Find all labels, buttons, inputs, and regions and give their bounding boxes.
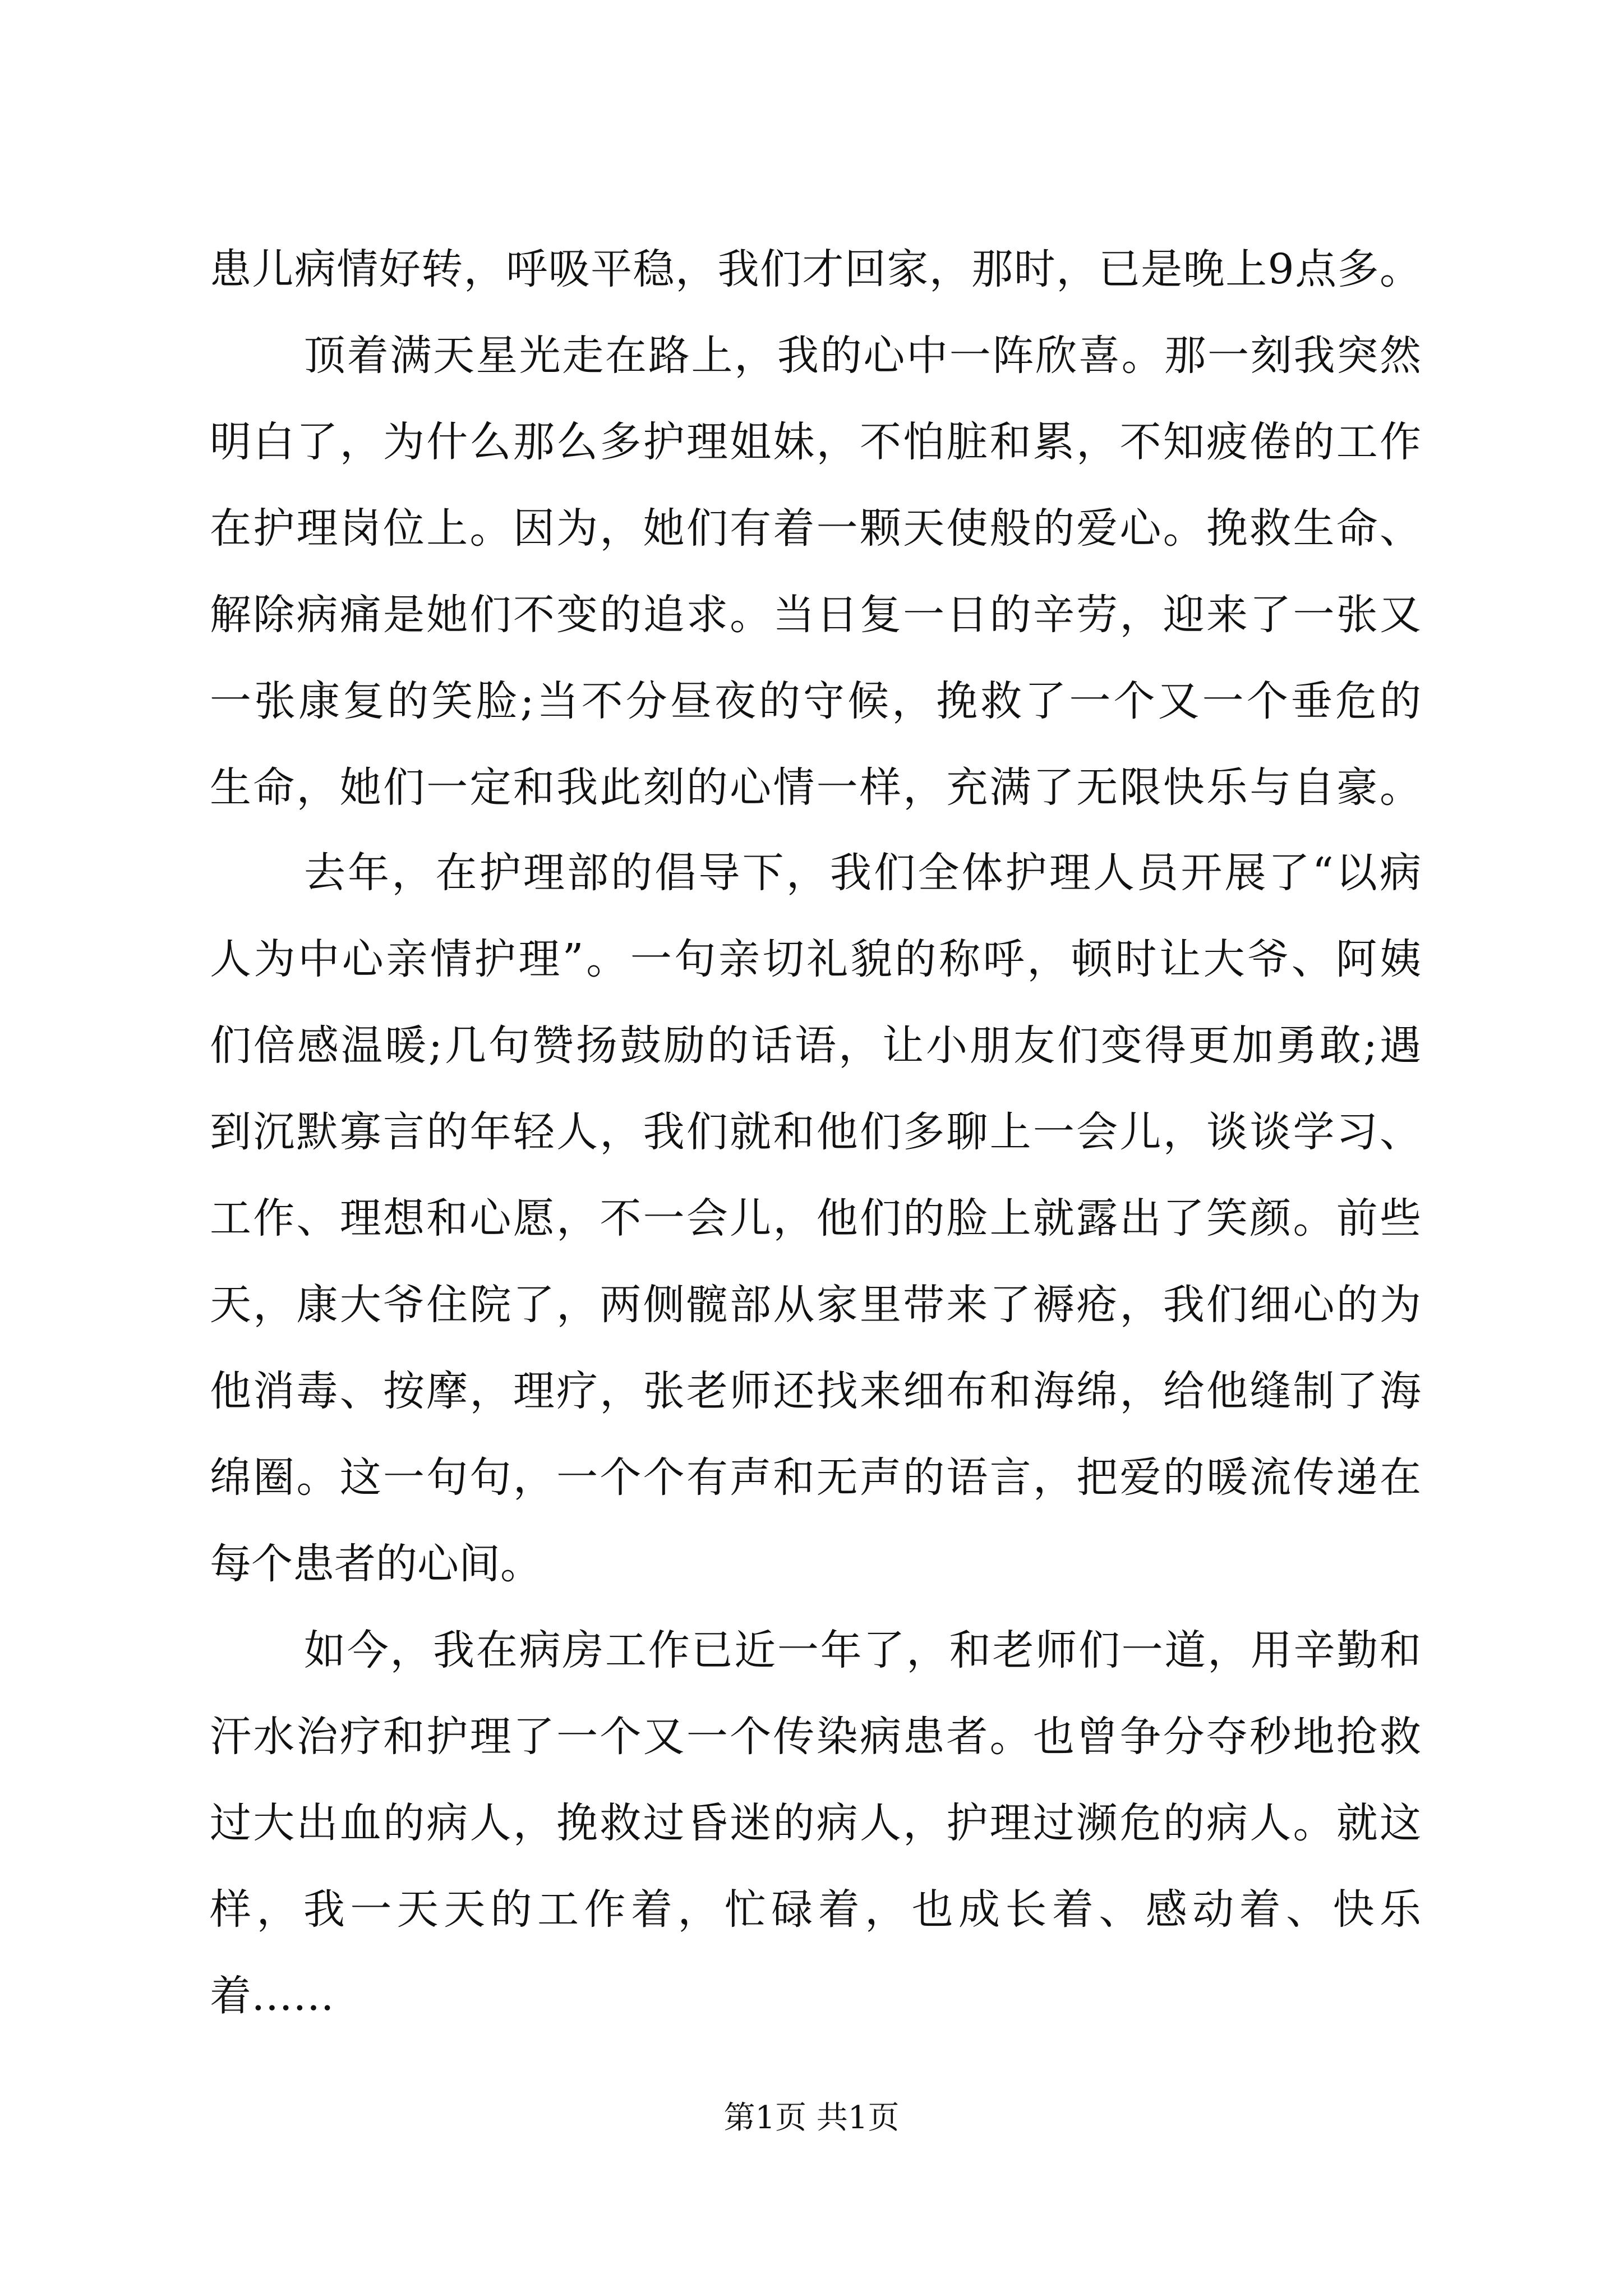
paragraph-first-line: 顶着满天星光走在路上，我的心中一阵欣喜。那一刻我突然 <box>304 332 1421 380</box>
text-line: 天，康大爷住院了，两侧髋部从家里带来了褥疮，我们细心的为 <box>210 1281 1421 1329</box>
text-line: 到沉默寡言的年轻人，我们就和他们多聊上一会儿，谈谈学习、 <box>210 1108 1421 1156</box>
text-line: 们倍感温暖;几句赞扬鼓励的话语，让小朋友们变得更加勇敢;遇 <box>210 1022 1421 1070</box>
paragraph-first-line: 如今，我在病房工作已近一年了，和老师们一道，用辛勤和 <box>304 1626 1421 1674</box>
text-line: 人为中心亲情护理”。一句亲切礼貌的称呼，顿时让大爷、阿姨 <box>210 935 1421 983</box>
text-line: 绵圈。这一句句，一个个有声和无声的语言，把爱的暖流传递在 <box>210 1453 1421 1502</box>
paragraph-first-line: 去年，在护理部的倡导下，我们全体护理人员开展了“以病 <box>304 849 1421 897</box>
text-line: 明白了，为什么那么多护理姐妹，不怕脏和累，不知疲倦的工作 <box>210 418 1421 466</box>
text-line: 解除病痛是她们不变的追求。当日复一日的辛劳，迎来了一张又 <box>210 591 1421 639</box>
text-line: 着…… <box>210 1972 334 2020</box>
text-line: 过大出血的病人，挽救过昏迷的病人，护理过濒危的病人。就这 <box>210 1799 1421 1847</box>
text-line: 患儿病情好转，呼吸平稳，我们才回家，那时，已是晚上9点多。 <box>210 245 1421 293</box>
text-line: 在护理岗位上。因为，她们有着一颗天使般的爱心。挽救生命、 <box>210 504 1421 553</box>
text-line: 一张康复的笑脸;当不分昼夜的守候，挽救了一个又一个垂危的 <box>210 677 1421 725</box>
text-line: 生命，她们一定和我此刻的心情一样，充满了无限快乐与自豪。 <box>210 763 1421 812</box>
text-line: 样，我一天天的工作着，忙碌着，也成长着、感动着、快乐 <box>210 1885 1421 1934</box>
text-line: 汗水治疗和护理了一个又一个传染病患者。也曾争分夺秒地抢救 <box>210 1713 1421 1761</box>
text-line: 他消毒、按摩，理疗，张老师还找来细布和海绵，给他缝制了海 <box>210 1367 1421 1415</box>
text-line: 工作、理想和心愿，不一会儿，他们的脸上就露出了笑颜。前些 <box>210 1194 1421 1243</box>
page-footer: 第1页 共1页 <box>723 2100 900 2136</box>
text-line: 每个患者的心间。 <box>210 1540 542 1588</box>
